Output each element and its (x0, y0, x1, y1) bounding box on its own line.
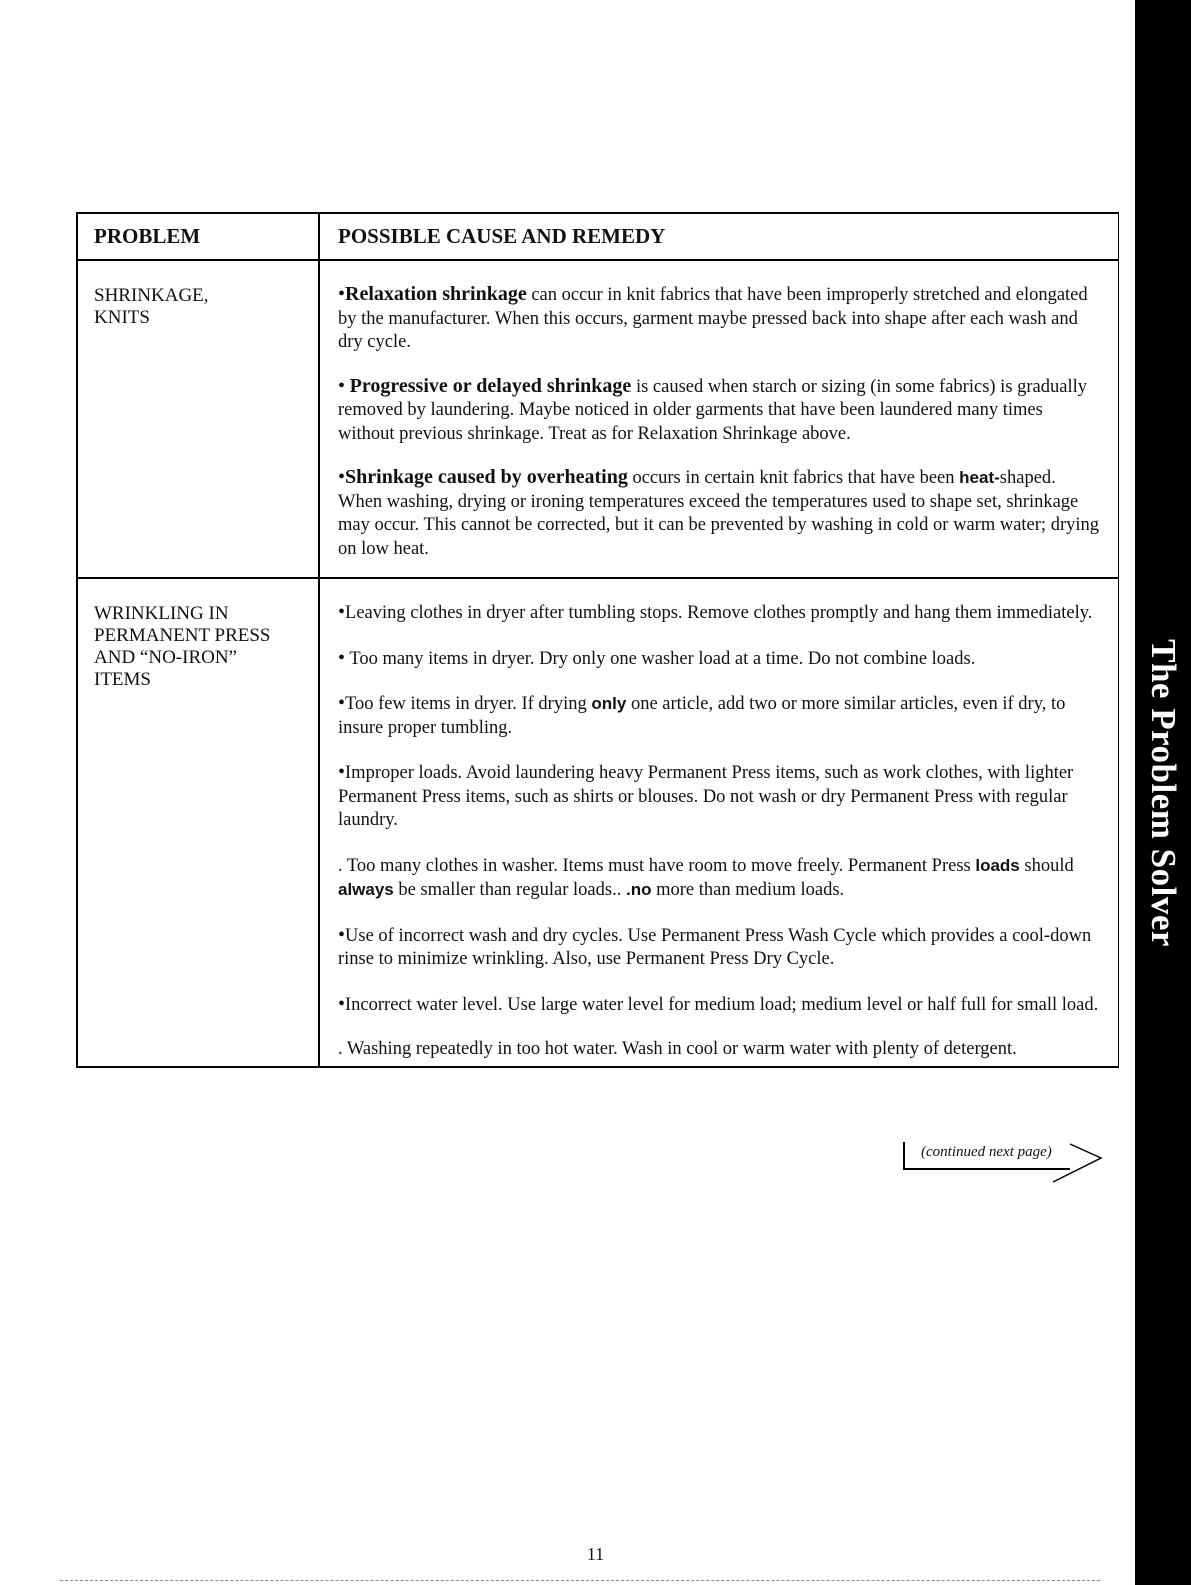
continued-next-page[interactable] (903, 1140, 1103, 1190)
bullet-icon: • (338, 466, 346, 488)
bullet-icon: • (338, 646, 346, 669)
remedy-text: be smaller than regular loads.. (393, 880, 626, 900)
bullet-icon: • (338, 992, 346, 1015)
header-problem: PROBLEM (78, 214, 320, 259)
remedy-item (338, 692, 1102, 740)
bullet-icon: . (338, 1039, 343, 1059)
arrow-right-icon (903, 1140, 1103, 1190)
remedy-text: should (1019, 855, 1074, 876)
remedy-text: occurs in certain knit fabrics that have been (627, 468, 960, 488)
remedy-text: Too many clothes in washer. Items must have room to move freely. Permanent Press (346, 855, 976, 876)
section-title: The Problem Solver (1144, 639, 1183, 947)
bullet-icon: . (338, 855, 343, 876)
bottom-rule (60, 1580, 1100, 1581)
remedy-item (338, 647, 1102, 672)
remedy-text: more than medium loads. (651, 880, 845, 900)
remedy-strong: always (338, 880, 394, 899)
bullet-icon: • (338, 283, 346, 305)
table-row (78, 259, 1118, 577)
remedy-item (338, 283, 1102, 355)
remedy-lead: Progressive or delayed shrinkage (349, 374, 632, 397)
remedy-lead: Relaxation shrinkage (345, 283, 527, 305)
bullet-icon: • (338, 374, 346, 397)
continued-label: (continued next page) (921, 1144, 1052, 1160)
remedy-strong: heat- (959, 468, 1000, 487)
remedy-text: Leaving clothes in dryer after tumbling stops. Remove clothes promptly and hang them immediately. (345, 603, 1093, 623)
header-remedy: POSSIBLE CAUSE AND REMEDY (338, 224, 666, 248)
remedy-item (338, 993, 1102, 1018)
remedy-item (338, 854, 1102, 903)
remedy-tail: shaped. When washing, drying or ironing temperatures exceed the temperatures used to shape set, shrinkage may occur. This cannot be corrected, but it can be prevented by washing in cold or warm water; drying on low heat. (338, 468, 1099, 559)
problem-cell (78, 579, 320, 1066)
problem-solver-table (76, 212, 1119, 1068)
bullet-icon: • (338, 761, 346, 783)
remedy-strong: .no (625, 880, 652, 899)
remedy-text: Too few items in dryer. If drying (345, 694, 592, 714)
remedy-text: Improper loads. Avoid laundering heavy Permanent Press items, such as work clothes, with lighter Permanent Press items, such as shirts or blouses. Do not wash or dry Permanent Press with regular laundry. (338, 763, 1074, 830)
remedy-text: one article, add two or more similar articles, even if dry, to insure proper tumbling. (338, 694, 1066, 738)
remedy-item (338, 375, 1102, 447)
table-row (78, 577, 1118, 1066)
remedy-text: Washing repeatedly in too hot water. Wash in cool or warm water with plenty of detergent. (346, 1039, 1017, 1059)
remedy-text: is caused when starch or sizing (in some fabrics) is gradually removed by laundering. Maybe noticed in older garments that have been laundered many times without previous shrinkage. Treat as for Relaxation Shrinkage above. (338, 376, 1088, 444)
bullet-icon: • (338, 601, 346, 623)
bullet-icon: • (338, 692, 346, 714)
remedy-item (338, 1038, 1102, 1062)
remedy-cell (320, 261, 1118, 577)
problem-label: WRINKLING IN PERMANENT PRESS AND “NO-IRON” ITEMS (94, 603, 271, 690)
remedy-strong: loads (975, 855, 1020, 875)
remedy-item (338, 466, 1102, 561)
remedy-item (338, 601, 1102, 626)
remedy-item (338, 761, 1102, 833)
remedy-item (338, 924, 1102, 972)
remedy-text: Too many items in dryer. Dry only one washer load at a time. Do not combine loads. (349, 648, 976, 669)
remedy-text: Incorrect water level. Use large water level for medium load; medium level or half full for small load. (345, 994, 1099, 1015)
remedy-text: can occur in knit fabrics that have been improperly stretched and elongated by the manufacturer. When this occurs, garment maybe pressed back into shape after each wash and dry cycle. (338, 285, 1088, 352)
bullet-icon: • (338, 923, 346, 946)
remedy-lead: Shrinkage caused by overheating (345, 466, 628, 488)
remedy-cell (320, 579, 1118, 1066)
table-header-row (78, 214, 1118, 259)
problem-label: SHRINKAGE, KNITS (94, 285, 209, 328)
remedy-strong: only (591, 694, 627, 713)
page-number: 11 (586, 1544, 605, 1564)
section-side-tab (1135, 0, 1191, 1585)
problem-cell (78, 261, 320, 577)
remedy-text: Use of incorrect wash and dry cycles. Use Permanent Press Wash Cycle which provides a cool-down rinse to minimize wrinkling. Also, use Permanent Press Dry Cycle. (338, 925, 1092, 969)
